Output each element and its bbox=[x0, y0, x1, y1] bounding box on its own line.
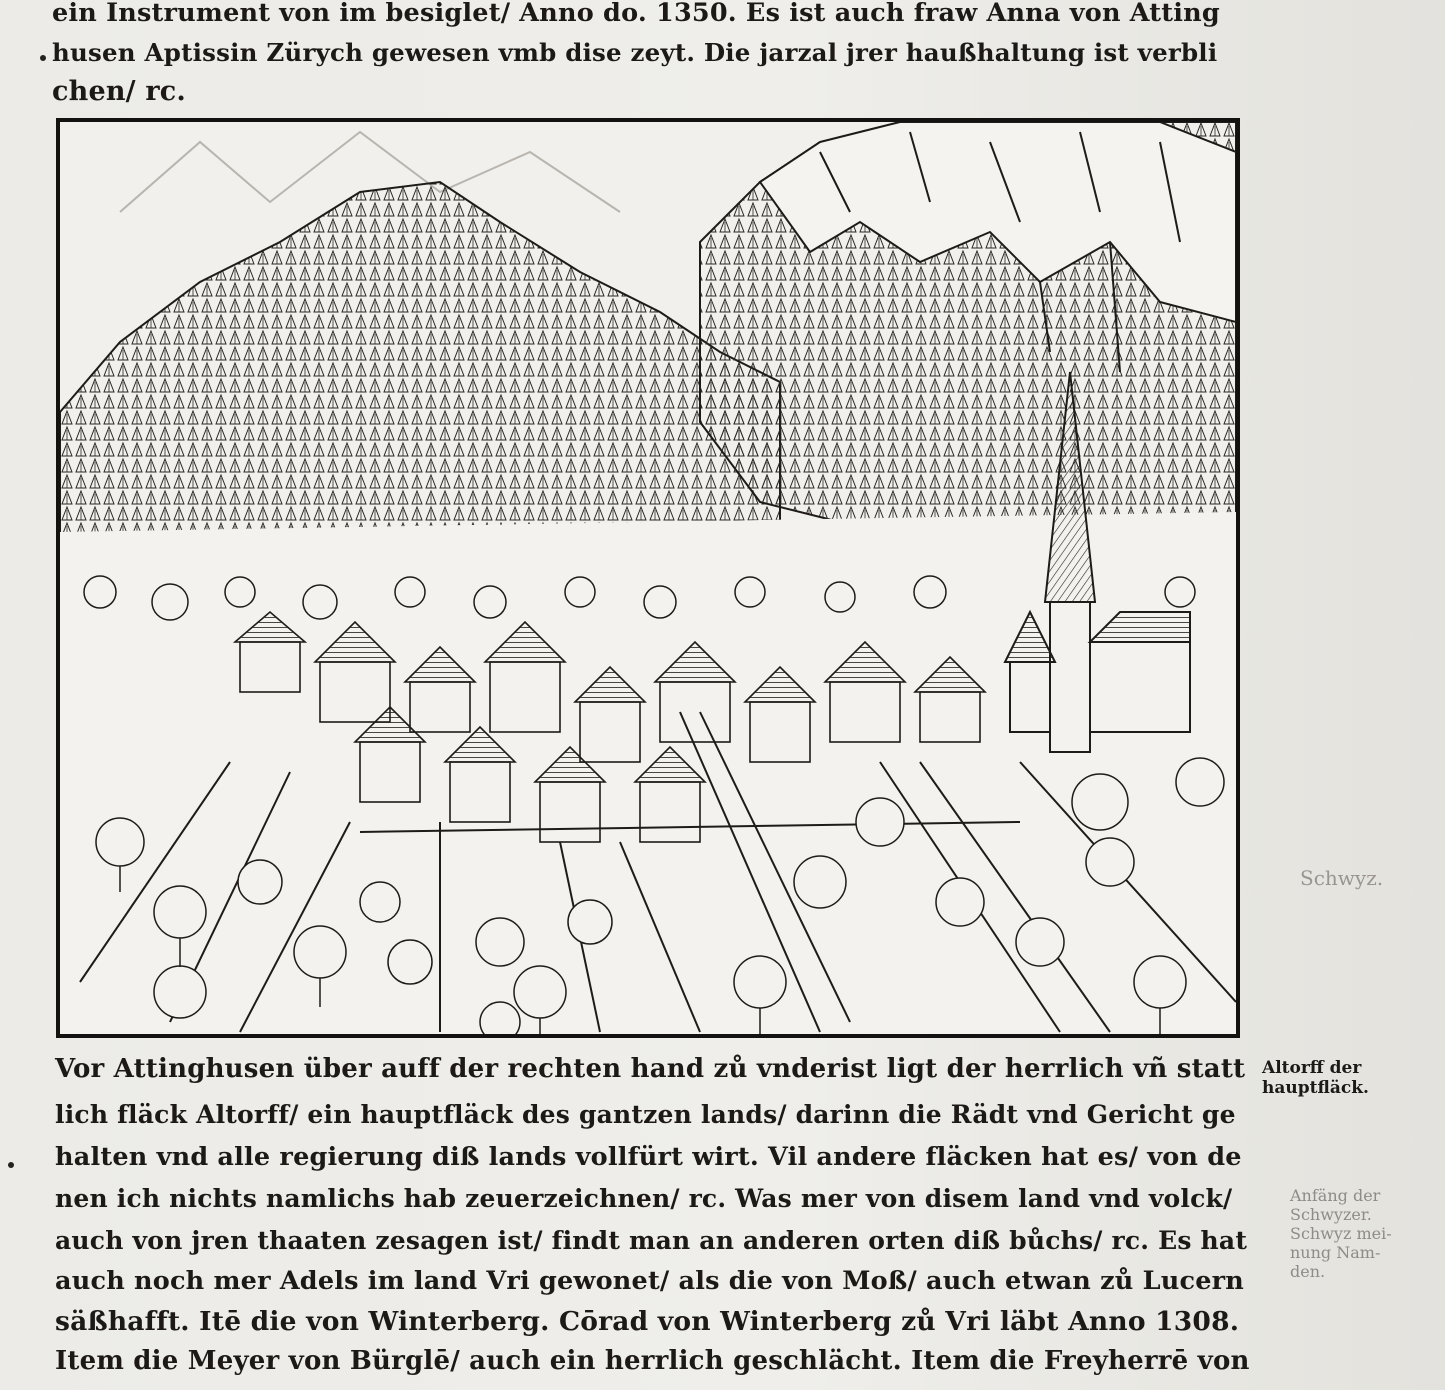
body-text-line-4: nen ich nichts namlichs hab zeuerzeichnen/ rc. Was mer von disem land vnd volck/ bbox=[55, 1184, 1233, 1213]
body-text-line-5: auch von jren thaaten zesagen ist/ findt man an anderen orten diß bůchs/ rc. Es hat bbox=[55, 1226, 1248, 1255]
top-text-line-2: husen Aptissin Zürych gewesen vmb dise zeyt. Die jarzal jrer haußhaltung ist verbli bbox=[52, 38, 1218, 67]
margin-note-line-1: Altorff der bbox=[1262, 1058, 1362, 1078]
show-through-line-4: nung Nam- bbox=[1290, 1243, 1381, 1262]
show-through-heading: Schwyz. bbox=[1300, 866, 1384, 890]
show-through-line-2: Schwyzer. bbox=[1290, 1205, 1372, 1224]
margin-note bbox=[1262, 1058, 1369, 1098]
show-through-line-3: Schwyz mei- bbox=[1290, 1224, 1392, 1243]
body-text-line-8: Item die Meyer von Bürglē/ auch ein herrlich geschlächt. Item die Freyherrē von bbox=[55, 1346, 1250, 1376]
show-through-line-1: Anfäng der bbox=[1290, 1186, 1381, 1205]
top-text-line-1: ein Instrument von im besiglet/ Anno do. 1350. Es ist auch fraw Anna von Atting bbox=[52, 0, 1220, 28]
body-text-line-2: lich fläck Altorff/ ein hauptfläck des gantzen lands/ darinn die Rädt vnd Gericht ge bbox=[55, 1100, 1236, 1129]
margin-note-line-2: hauptfläck. bbox=[1262, 1078, 1369, 1098]
top-text-line-3: chen/ rc. bbox=[52, 76, 187, 107]
woodcut-town-view bbox=[60, 122, 1236, 1034]
ink-mark bbox=[8, 1162, 14, 1168]
show-through-line-5: den. bbox=[1290, 1262, 1326, 1281]
body-text-line-1: Vor Attinghusen über auff der rechten hand zů vnderist ligt der herrlich vñ statt bbox=[55, 1054, 1246, 1084]
body-text-line-6: auch noch mer Adels im land Vri gewonet/ als die von Moß/ auch etwan zů Lucern bbox=[55, 1266, 1245, 1296]
body-text-line-7: säßhafft. Itē die von Winterberg. Cōrad von Winterberg zů Vri läbt Anno 1308. bbox=[55, 1306, 1240, 1337]
show-through-margin-note bbox=[1290, 1186, 1392, 1281]
woodcut-illustration bbox=[56, 118, 1240, 1038]
ink-mark bbox=[40, 55, 46, 61]
body-text-line-3: halten vnd alle regierung diß lands vollfürt wirt. Vil andere fläcken hat es/ von de bbox=[55, 1142, 1242, 1172]
